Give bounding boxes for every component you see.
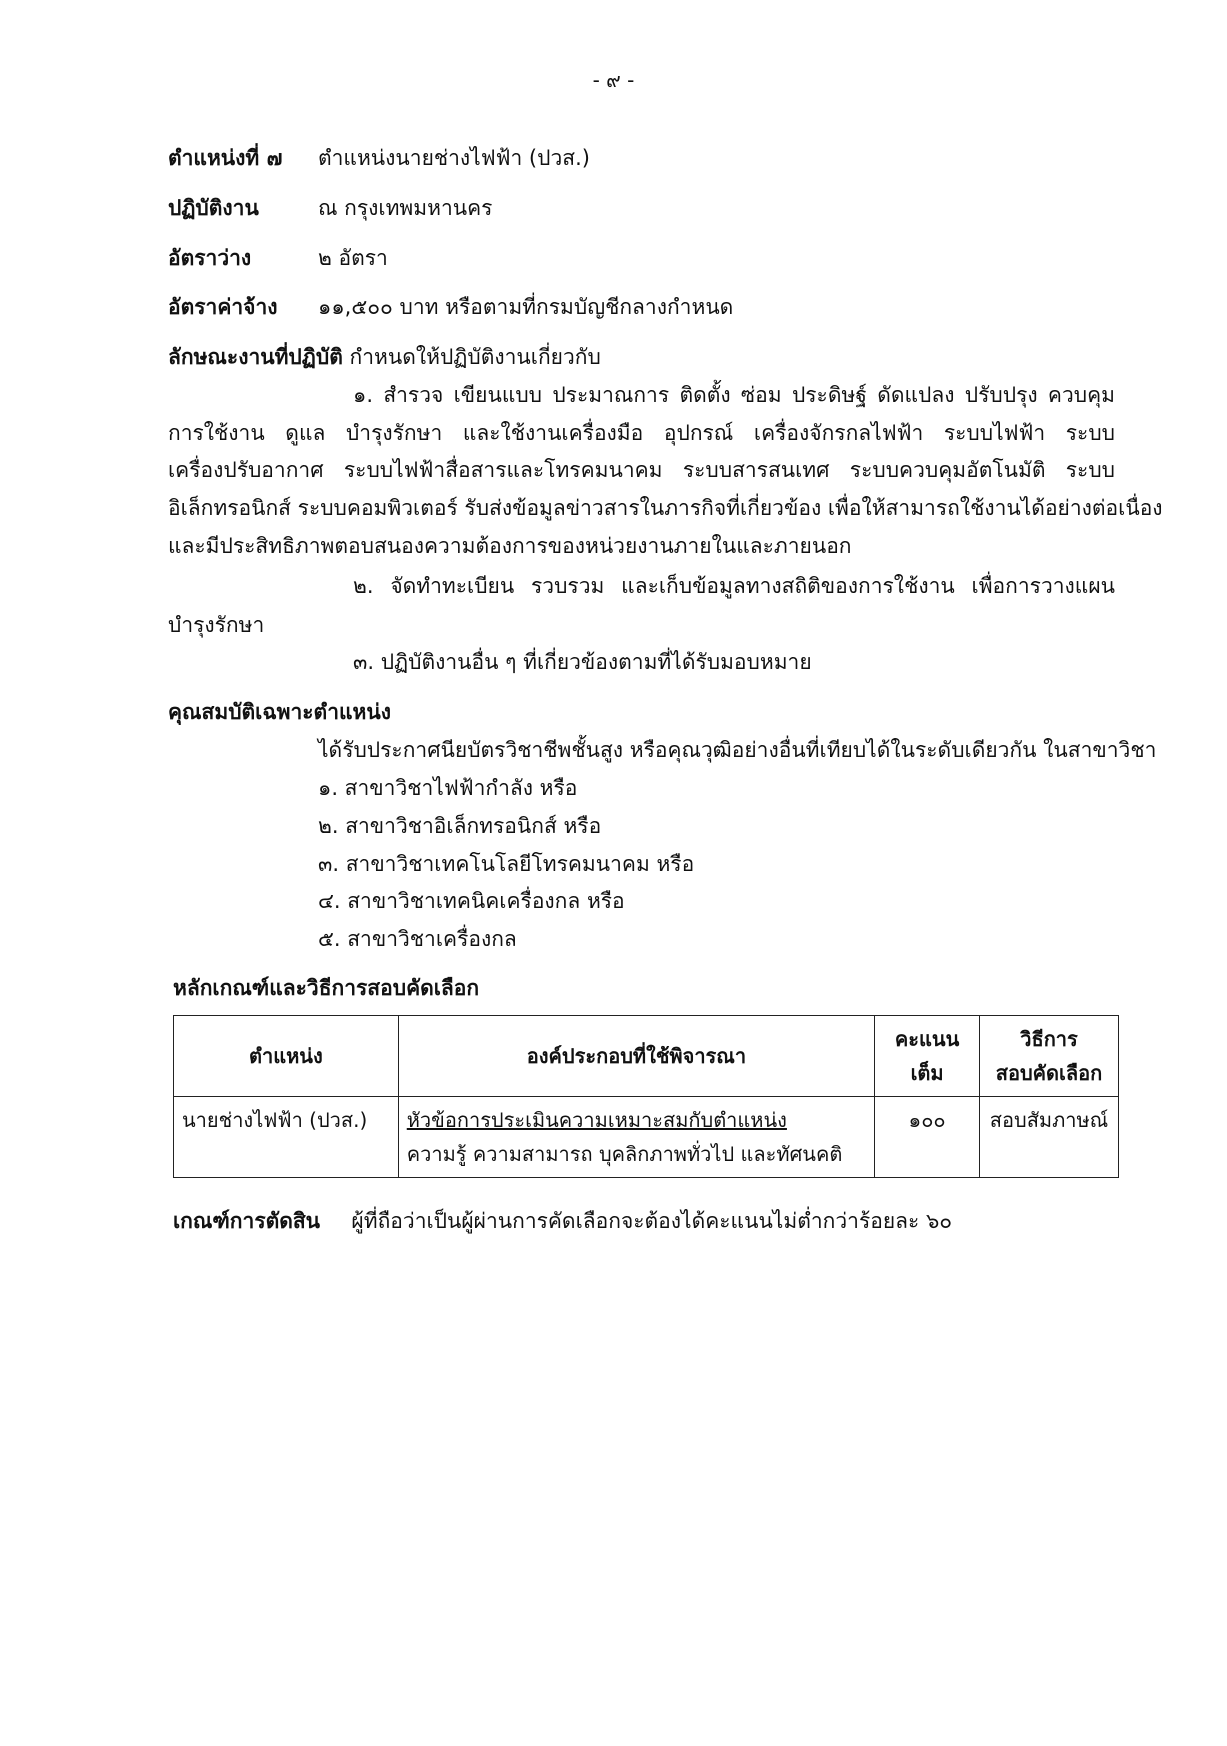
criteria-table bbox=[173, 1015, 1119, 1178]
qualification-item: ๒. สาขาวิชาอิเล็กทรอนิกส์ หรือ bbox=[318, 814, 602, 838]
table-header-row bbox=[174, 1016, 1119, 1097]
row-position: นายช่างไฟฟ้า (ปวส.) bbox=[174, 1097, 399, 1178]
qualification-item: ๓. สาขาวิชาเทคโนโลยีโทรคมนาคม หรือ bbox=[318, 852, 695, 876]
qualification-item: ๕. สาขาวิชาเครื่องกล bbox=[318, 927, 517, 951]
vacancy-label: อัตราว่าง bbox=[168, 246, 252, 270]
header-component: องค์ประกอบที่ใช้พิจารณา bbox=[398, 1016, 874, 1097]
row-score: ๑๐๐ bbox=[875, 1097, 980, 1178]
qualifications-heading: คุณสมบัติเฉพาะตำแหน่ง bbox=[168, 700, 391, 724]
vacancy-value: ๒ อัตรา bbox=[318, 246, 388, 270]
header-method bbox=[980, 1016, 1119, 1097]
duty-1-line-2: การใช้งาน ดูแล บำรุงรักษา และใช้งานเครื่องมือ อุปกรณ์ เครื่องจักรกลไฟฟ้า ระบบไฟฟ้า ระบบ bbox=[168, 421, 1115, 445]
workplace-value: ณ กรุงเทพมหานคร bbox=[318, 196, 493, 220]
duty-3: ๓. ปฏิบัติงานอื่น ๆ ที่เกี่ยวข้องตามที่ได้รับมอบหมาย bbox=[353, 650, 812, 674]
row-method: สอบสัมภาษณ์ bbox=[980, 1097, 1119, 1178]
qualification-item: ๔. สาขาวิชาเทคนิคเครื่องกล หรือ bbox=[318, 889, 625, 913]
qualification-item: ๑. สาขาวิชาไฟฟ้ากำลัง หรือ bbox=[318, 776, 578, 800]
decision-text: ผู้ที่ถือว่าเป็นผู้ผ่านการคัดเลือกจะต้องได้คะแนนไม่ต่ำกว่าร้อยละ ๖๐ bbox=[351, 1209, 953, 1233]
duty-1-line-1: ๑. สำรวจ เขียนแบบ ประมาณการ ติดตั้ง ซ่อม ประดิษฐ์ ดัดแปลง ปรับปรุง ควบคุม bbox=[353, 383, 1115, 407]
header-position: ตำแหน่ง bbox=[174, 1016, 399, 1097]
decision-line bbox=[173, 1206, 952, 1236]
page-number: - ๙ - bbox=[592, 68, 635, 92]
qualifications-intro: ได้รับประกาศนียบัตรวิชาชีพชั้นสูง หรือคุณวุฒิอย่างอื่นที่เทียบได้ในระดับเดียวกัน ในสาขาวิชา bbox=[318, 738, 1157, 762]
duty-2-line-2: บำรุงรักษา bbox=[168, 613, 265, 637]
row-component-title: หัวข้อการประเมินความเหมาะสมกับตำแหน่ง bbox=[406, 1108, 787, 1132]
duty-2-line-1: ๒. จัดทำทะเบียน รวบรวม และเก็บข้อมูลทางสถิติของการใช้งาน เพื่อการวางแผน bbox=[353, 574, 1115, 598]
table-row bbox=[174, 1097, 1119, 1178]
row-component-detail: ความรู้ ความสามารถ บุคลิกภาพทั่วไป และทัศนคติ bbox=[406, 1142, 843, 1166]
duties-heading bbox=[168, 342, 601, 372]
position-value: ตำแหน่งนายช่างไฟฟ้า (ปวส.) bbox=[318, 146, 590, 170]
header-score-line-2: เต็ม bbox=[910, 1061, 944, 1085]
wage-value: ๑๑,๕๐๐ บาท หรือตามที่กรมบัญชีกลางกำหนด bbox=[318, 295, 734, 319]
duties-intro: กำหนดให้ปฏิบัติงานเกี่ยวกับ bbox=[349, 345, 601, 369]
header-method-line-1: วิธีการ bbox=[1020, 1027, 1078, 1051]
duties-label: ลักษณะงานที่ปฏิบัติ bbox=[168, 345, 343, 369]
header-method-line-2: สอบคัดเลือก bbox=[995, 1061, 1103, 1085]
criteria-heading: หลักเกณฑ์และวิธีการสอบคัดเลือก bbox=[173, 976, 480, 1000]
duty-1-line-5: และมีประสิทธิภาพตอบสนองความต้องการของหน่วยงานภายในและภายนอก bbox=[168, 534, 852, 558]
header-score bbox=[875, 1016, 980, 1097]
position-label: ตำแหน่งที่ ๗ bbox=[168, 146, 283, 170]
duty-1-line-3: เครื่องปรับอากาศ ระบบไฟฟ้าสื่อสารและโทรคมนาคม ระบบสารสนเทศ ระบบควบคุมอัตโนมัติ ระบบ bbox=[168, 458, 1115, 482]
workplace-label: ปฏิบัติงาน bbox=[168, 196, 259, 220]
header-score-line-1: คะแนน bbox=[894, 1027, 960, 1051]
wage-label: อัตราค่าจ้าง bbox=[168, 295, 278, 319]
duty-1-line-4: อิเล็กทรอนิกส์ ระบบคอมพิวเตอร์ รับส่งข้อมูลข่าวสารในภารกิจที่เกี่ยวข้อง เพื่อให้สามารถใช้งานได้อย่างต่อเนื่อง bbox=[168, 496, 1163, 520]
decision-label: เกณฑ์การตัดสิน bbox=[173, 1209, 321, 1233]
row-component bbox=[398, 1097, 874, 1178]
